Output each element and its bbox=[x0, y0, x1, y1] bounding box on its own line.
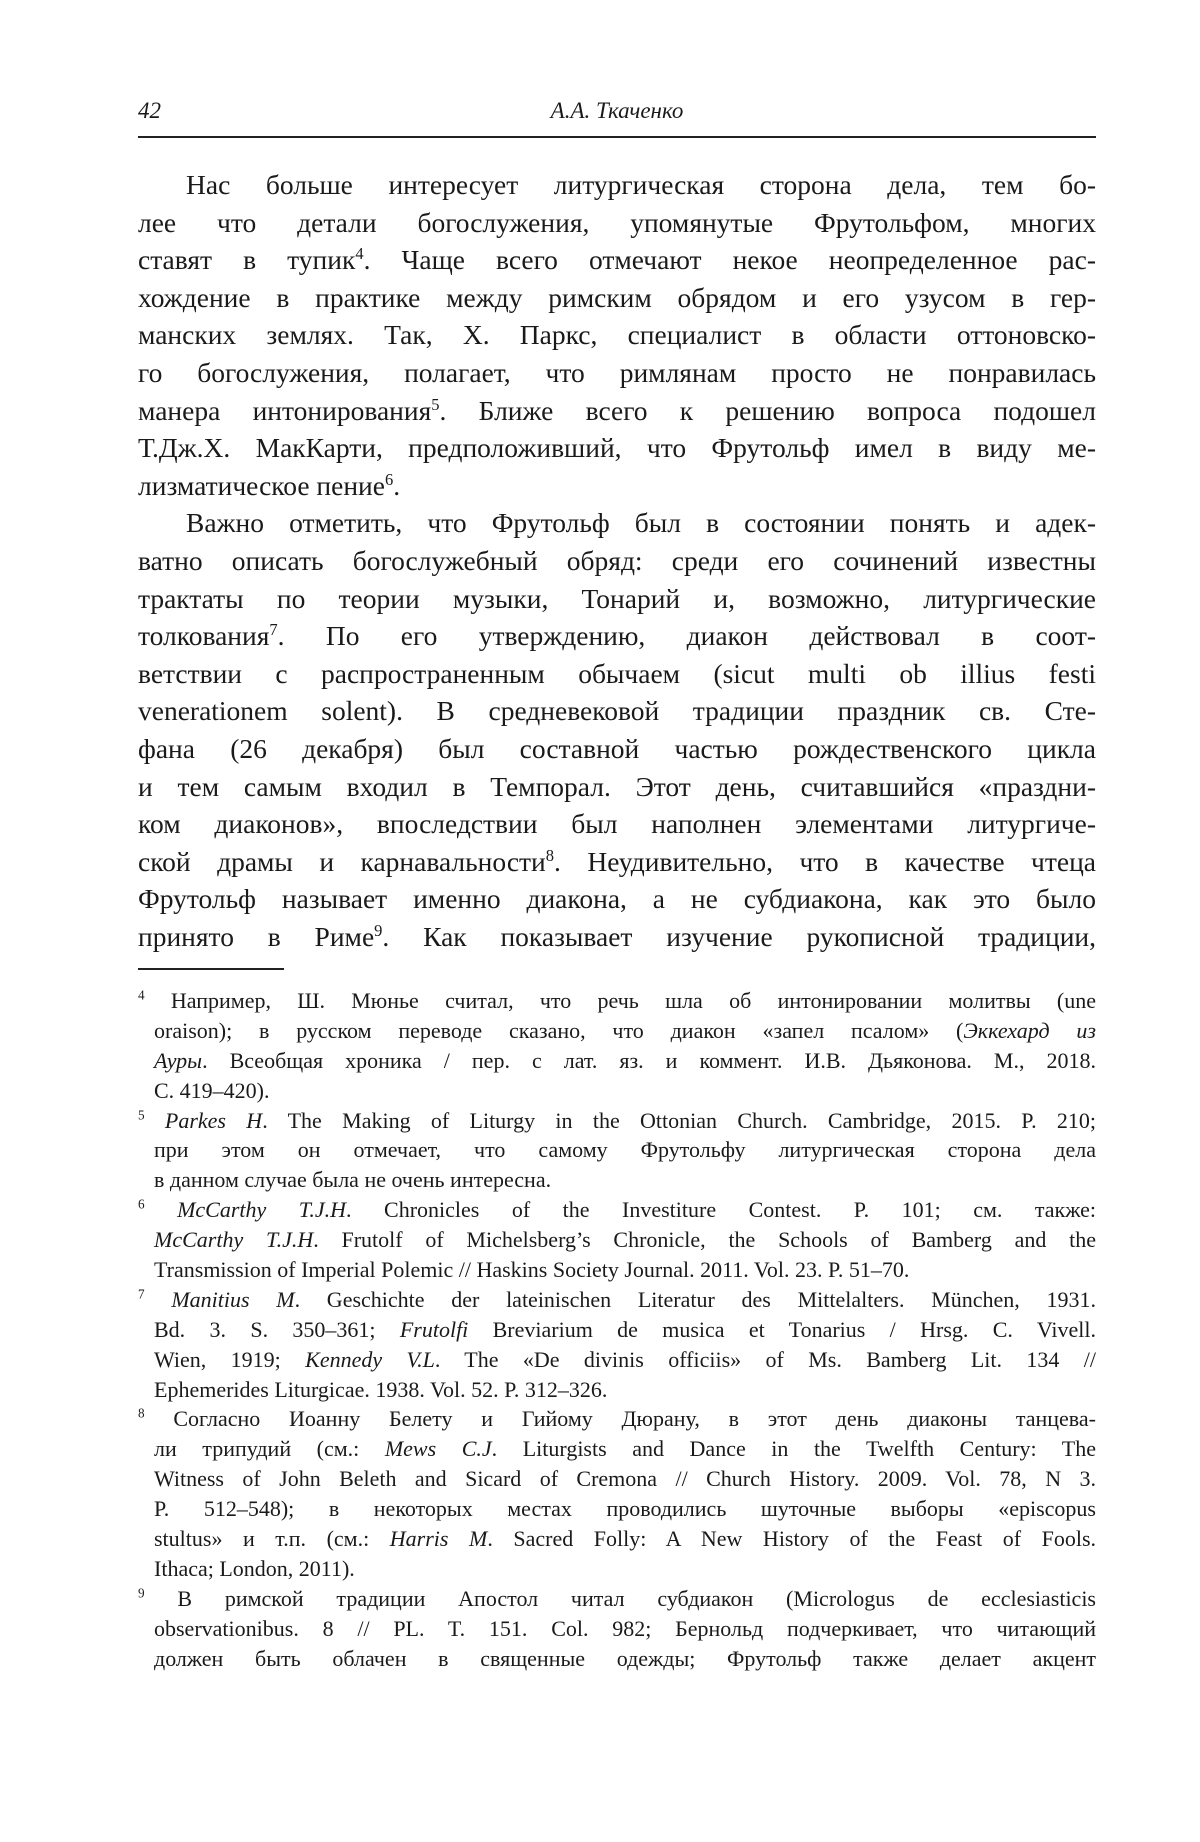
text-segment: при этом он отмечает, что самому Фрутольфу литургическая сторона дела bbox=[154, 1137, 1096, 1163]
footnote-ref: 6 bbox=[384, 469, 394, 489]
italic-text: McCarthy T.J.H bbox=[177, 1197, 347, 1223]
text-segment: observationibus. 8 // PL. T. 151. Col. 982; Бернольд подчеркивает, что читающий bbox=[154, 1615, 1096, 1641]
text-line bbox=[138, 880, 1096, 918]
footnote-ref: 5 bbox=[431, 394, 440, 414]
footnote-line bbox=[138, 1584, 1096, 1614]
page-number: 42 bbox=[138, 98, 161, 123]
text-segment bbox=[145, 1287, 172, 1312]
text-line bbox=[138, 655, 1096, 693]
text-segment: Bd. 3. S. 350–361; bbox=[154, 1316, 400, 1342]
header-rule bbox=[138, 136, 1096, 138]
text-segment: в данном случае была не очень интересна. bbox=[154, 1167, 552, 1193]
footnote-ref: 5 bbox=[138, 1107, 145, 1123]
text-segment: ской драмы и карнавальности bbox=[138, 845, 546, 877]
footnote-ref: 9 bbox=[138, 1585, 145, 1601]
text-segment: venerationem solent). В средневековой традиции праздник св. Сте- bbox=[138, 695, 1096, 727]
text-segment: ли трипудий (см.: bbox=[154, 1436, 385, 1462]
text-segment bbox=[145, 1108, 165, 1133]
italic-text: Mews C.J bbox=[384, 1436, 492, 1462]
text-segment: фана (26 декабря) был составной частью рождественского цикла bbox=[138, 732, 1096, 764]
text-line bbox=[138, 542, 1096, 580]
main-text bbox=[138, 166, 1096, 955]
text-line bbox=[138, 805, 1096, 843]
text-line bbox=[138, 768, 1096, 806]
italic-text: Ауры bbox=[154, 1047, 203, 1073]
text-segment: принято в Риме bbox=[138, 920, 375, 952]
footnote-ref: 4 bbox=[138, 987, 145, 1003]
text-line bbox=[138, 392, 1096, 430]
footnote-line bbox=[138, 1285, 1096, 1315]
text-segment: . Liturgists and Dance in the Twelfth Century: The bbox=[491, 1436, 1096, 1462]
text-segment: манера интонирования bbox=[138, 394, 432, 426]
text-segment: Нас больше интересует литургическая сторона дела, тем бо- bbox=[186, 169, 1096, 200]
footnote-ref: 7 bbox=[138, 1286, 145, 1302]
text-segment: и тем самым входил в Темпорал. Этот день, считавшийся «праздни- bbox=[138, 770, 1096, 802]
text-segment: Ephemerides Liturgicae. 1938. Vol. 52. P. 312–326. bbox=[154, 1376, 608, 1402]
footnote-ref: 7 bbox=[269, 619, 278, 639]
footnote-line bbox=[138, 1345, 1096, 1375]
footnote-line bbox=[138, 1135, 1096, 1165]
text-segment: . Frutolf of Michelsberg’s Chronicle, the Schools of Bamberg and the bbox=[313, 1227, 1096, 1253]
text-segment: трактаты по теории музыки, Тонарий и, возможно, литургические bbox=[138, 582, 1096, 614]
text-segment: С. 419–420). bbox=[154, 1077, 270, 1103]
text-line bbox=[138, 166, 1096, 204]
italic-text: Kennedy V.L bbox=[305, 1346, 435, 1372]
text-line bbox=[138, 580, 1096, 618]
text-segment: лее что детали богослужения, упомянутые Фрутольфом, многих bbox=[138, 206, 1096, 238]
text-segment: Wien, 1919; bbox=[154, 1346, 306, 1372]
footnote-line bbox=[138, 1195, 1096, 1225]
text-segment: . Geschichte der lateinischen Literatur des Mittelalters. München, 1931. bbox=[294, 1286, 1097, 1312]
text-segment: Breviarium de musica et Tonarius / Hrsg. C. Vivell. bbox=[468, 1316, 1096, 1342]
footnote-ref: 6 bbox=[138, 1196, 145, 1212]
text-line bbox=[138, 204, 1096, 242]
text-line bbox=[138, 692, 1096, 730]
footnote-line bbox=[138, 1165, 1096, 1195]
text-segment: лизматическое пение bbox=[138, 469, 385, 501]
text-segment: толкования bbox=[138, 620, 270, 652]
text-segment: . Chronicles of the Investiture Contest. P. 101; см. также: bbox=[346, 1197, 1096, 1223]
text-segment: ветствии с распространенным обычаем (sicut multi ob illius festi bbox=[138, 657, 1096, 689]
text-segment: P. 512–548); в некоторых местах проводились шуточные выборы «episcopus bbox=[154, 1496, 1096, 1522]
footnote-separator bbox=[138, 968, 284, 970]
footnote-line bbox=[138, 1046, 1096, 1076]
text-line bbox=[138, 241, 1096, 279]
text-segment: . The Making of Liturgy in the Ottonian Church. Cambridge, 2015. P. 210; bbox=[262, 1107, 1096, 1133]
text-segment: го богослужения, полагает, что римлянам просто не понравилась bbox=[138, 356, 1096, 388]
text-segment: stultus» и т.п. (см.: bbox=[154, 1526, 390, 1552]
text-segment: Важно отметить, что Фрутольф был в состоянии понять и адек- bbox=[186, 507, 1096, 539]
italic-text: Эккехард из bbox=[963, 1017, 1096, 1043]
italic-text: Frutolfi bbox=[399, 1316, 469, 1342]
footnote-line bbox=[138, 1524, 1096, 1554]
footnote-line bbox=[138, 1016, 1096, 1046]
footnote-line bbox=[138, 1464, 1096, 1494]
text-segment: . bbox=[393, 469, 401, 501]
text-segment: должен быть облачен в священные одежды; Фрутольф также делает акцент bbox=[154, 1645, 1096, 1671]
text-segment: хождение в практике между римским обрядом и его узусом в гер- bbox=[138, 281, 1096, 313]
text-line bbox=[138, 316, 1096, 354]
footnote-line bbox=[138, 986, 1096, 1016]
footnote-line bbox=[138, 1614, 1096, 1644]
italic-text: Parkes H bbox=[164, 1107, 263, 1133]
footnote-line bbox=[138, 1554, 1096, 1584]
text-line bbox=[138, 843, 1096, 881]
text-line bbox=[138, 504, 1096, 542]
footnote-line bbox=[138, 1644, 1096, 1674]
text-segment: Ithaca; London, 2011). bbox=[154, 1555, 355, 1581]
text-segment: ставят в тупик bbox=[138, 244, 356, 276]
italic-text: Harris M bbox=[389, 1526, 488, 1552]
text-segment: . Неудивительно, что в качестве чтеца bbox=[554, 845, 1097, 877]
text-segment: Фрутольф называет именно диакона, а не субдиакона, как это было bbox=[138, 883, 1096, 915]
footnote-ref: 4 bbox=[355, 244, 364, 264]
text-segment bbox=[145, 1197, 178, 1222]
running-header bbox=[138, 98, 1096, 130]
footnote-line bbox=[138, 1375, 1096, 1405]
footnote-ref: 9 bbox=[374, 920, 383, 940]
text-segment: . Sacred Folly: A New History of the Feast of Fools. bbox=[487, 1526, 1097, 1552]
running-head-author: А.А. Ткаченко bbox=[550, 98, 684, 123]
text-segment: Т.Дж.Х. МакКарти, предположивший, что Фрутольф имел в виду ме- bbox=[138, 432, 1096, 464]
footnote-ref: 8 bbox=[138, 1406, 145, 1422]
text-segment: oraison); в русском переводе сказано, что диакон «запел псалом» ( bbox=[154, 1017, 964, 1043]
text-segment: . Как показывает изучение рукописной традиции, bbox=[382, 920, 1097, 952]
text-segment: . The «De divinis officiis» of Ms. Bamberg Lit. 134 // bbox=[434, 1346, 1096, 1372]
italic-text: McCarthy T.J.H bbox=[154, 1227, 314, 1253]
footnote-line bbox=[138, 1404, 1096, 1434]
footnote-line bbox=[138, 1106, 1096, 1136]
footnote-line bbox=[138, 1255, 1096, 1285]
text-segment: ватно описать богослужебный обряд: среди его сочинений известны bbox=[138, 544, 1096, 576]
text-segment: . По его утверждению, диакон действовал в соот- bbox=[277, 620, 1096, 652]
footnote-line bbox=[138, 1494, 1096, 1524]
text-segment: . Чаще всего отмечают некое неопределенное рас- bbox=[363, 244, 1096, 276]
text-segment: Witness of John Beleth and Sicard of Cremona // Church History. 2009. Vol. 78, N 3. bbox=[154, 1466, 1096, 1492]
text-line bbox=[138, 730, 1096, 768]
text-segment: Например, Ш. Мюнье считал, что речь шла об интонировании молитвы (une bbox=[144, 988, 1096, 1013]
text-segment: ком диаконов», впоследствии был наполнен элементами литургиче- bbox=[138, 808, 1096, 840]
footnote-ref: 8 bbox=[545, 845, 555, 865]
italic-text: Manitius M bbox=[171, 1286, 295, 1312]
footnote-line bbox=[138, 1225, 1096, 1255]
text-line bbox=[138, 617, 1096, 655]
text-segment: В римской традиции Апостол читал субдиакон (Micrologus de ecclesiasticis bbox=[144, 1585, 1096, 1611]
text-segment: . Всеобщая хроника / пер. с лат. яз. и коммент. И.В. Дьяконова. М., 2018. bbox=[202, 1047, 1096, 1073]
text-line bbox=[138, 429, 1096, 467]
footnote-line bbox=[138, 1076, 1096, 1106]
text-line bbox=[138, 467, 1096, 505]
text-segment: . Ближе всего к решению вопроса подошел bbox=[439, 394, 1096, 426]
text-segment: манских землях. Так, Х. Паркс, специалист в области оттоновско- bbox=[138, 319, 1096, 351]
text-line bbox=[138, 918, 1096, 956]
text-line bbox=[138, 354, 1096, 392]
text-segment: Согласно Иоанну Белету и Гийому Дюрану, в этот день диаконы танцева- bbox=[144, 1406, 1096, 1432]
footnote-line bbox=[138, 1434, 1096, 1464]
footnote-line bbox=[138, 1315, 1096, 1345]
footnotes bbox=[138, 986, 1096, 1673]
text-line bbox=[138, 279, 1096, 317]
text-segment: Transmission of Imperial Polemic // Haskins Society Journal. 2011. Vol. 23. P. 51–70. bbox=[154, 1257, 910, 1283]
